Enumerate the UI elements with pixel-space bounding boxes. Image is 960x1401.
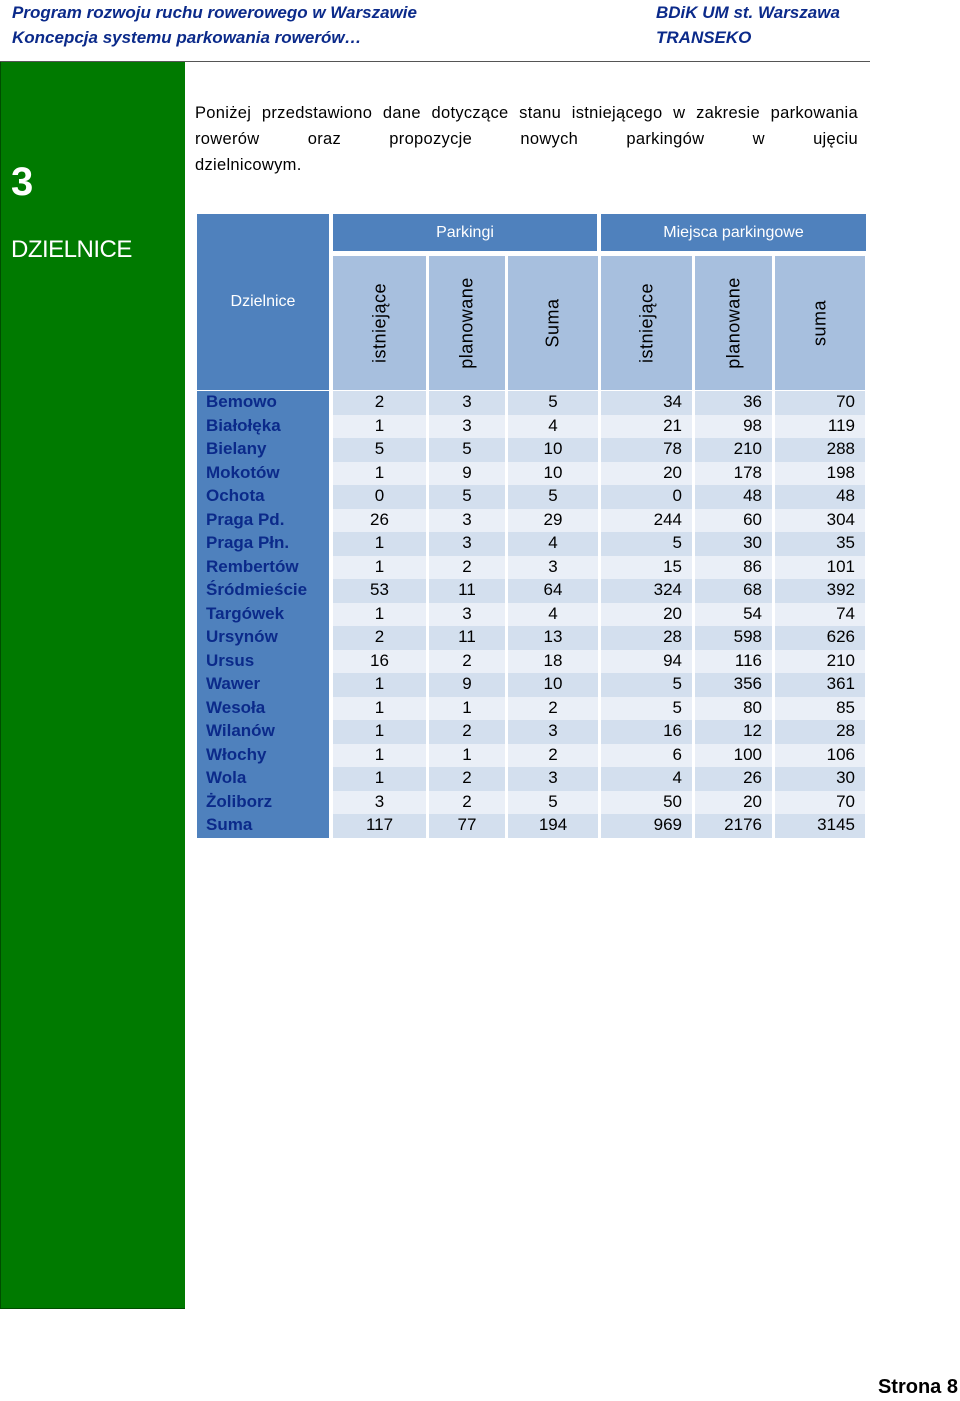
intro-text: Poniżej przedstawiono dane dotyczące stanu istniejącego w zakresie parkowania rowerów oraz propozycje nowych parkingów w ujęciu bbox=[195, 104, 858, 148]
table-cell: 1 bbox=[333, 556, 426, 579]
column-header-districts: Dzielnice bbox=[197, 214, 329, 390]
table-cell: 3 bbox=[508, 556, 598, 579]
table-cell: 3 bbox=[429, 391, 505, 415]
table-cell: 0 bbox=[601, 485, 692, 509]
table-cell: 3 bbox=[333, 791, 426, 814]
row-label-district: Wesoła bbox=[197, 697, 329, 720]
column-header-parkings-1 bbox=[429, 256, 505, 390]
table-cell: 20 bbox=[601, 462, 692, 485]
table-cell: 34 bbox=[601, 391, 692, 415]
table-cell: 4 bbox=[601, 767, 692, 791]
table-cell: 1 bbox=[333, 697, 426, 720]
column-header-label: suma bbox=[809, 299, 830, 347]
table-cell: 3 bbox=[429, 603, 505, 626]
table-cell: 324 bbox=[601, 579, 692, 603]
row-label-district: Wilanów bbox=[197, 720, 329, 744]
table-cell: 5 bbox=[429, 438, 505, 462]
header-client: BDiK UM st. Warszawa bbox=[656, 3, 840, 22]
row-label-district: Białołęka bbox=[197, 415, 329, 438]
table-cell: 10 bbox=[508, 462, 598, 485]
table-cell: 304 bbox=[775, 509, 865, 532]
table-cell: 244 bbox=[601, 509, 692, 532]
table-cell: 116 bbox=[695, 650, 772, 673]
table-cell: 70 bbox=[775, 791, 865, 814]
table-cell: 85 bbox=[775, 697, 865, 720]
table-cell: 194 bbox=[508, 814, 598, 838]
table-cell: 48 bbox=[775, 485, 865, 509]
table-cell: 20 bbox=[695, 791, 772, 814]
header-concept-title: Koncepcja systemu parkowania rowerów… bbox=[12, 28, 362, 47]
table-cell: 1 bbox=[333, 673, 426, 697]
column-header-spaces-3 bbox=[601, 256, 692, 390]
table-cell: 98 bbox=[695, 415, 772, 438]
table-cell: 3 bbox=[429, 415, 505, 438]
table-cell: 2 bbox=[508, 697, 598, 720]
table-cell: 3 bbox=[429, 509, 505, 532]
table-cell: 64 bbox=[508, 579, 598, 603]
table-cell: 6 bbox=[601, 744, 692, 767]
table-cell: 100 bbox=[695, 744, 772, 767]
table-cell: 210 bbox=[695, 438, 772, 462]
table-cell: 94 bbox=[601, 650, 692, 673]
table-cell: 9 bbox=[429, 462, 505, 485]
table-cell: 28 bbox=[775, 720, 865, 744]
table-cell: 16 bbox=[601, 720, 692, 744]
table-cell: 5 bbox=[601, 532, 692, 556]
table-cell: 68 bbox=[695, 579, 772, 603]
table-cell: 29 bbox=[508, 509, 598, 532]
table-cell: 60 bbox=[695, 509, 772, 532]
row-label-district: Suma bbox=[197, 814, 329, 838]
table-cell: 13 bbox=[508, 626, 598, 650]
row-label-district: Żoliborz bbox=[197, 791, 329, 814]
table-cell: 18 bbox=[508, 650, 598, 673]
table-cell: 4 bbox=[508, 532, 598, 556]
table-cell: 26 bbox=[333, 509, 426, 532]
header-program-title: Program rozwoju ruchu rowerowego w Warszawie bbox=[12, 3, 417, 22]
column-header-parkings-2 bbox=[508, 256, 598, 390]
table-cell: 361 bbox=[775, 673, 865, 697]
table-cell: 2 bbox=[429, 720, 505, 744]
table-cell: 11 bbox=[429, 579, 505, 603]
table-cell: 178 bbox=[695, 462, 772, 485]
document-header-left bbox=[12, 0, 417, 50]
table-cell: 356 bbox=[695, 673, 772, 697]
row-label-district: Ursynów bbox=[197, 626, 329, 650]
table-cell: 77 bbox=[429, 814, 505, 838]
table-cell: 198 bbox=[775, 462, 865, 485]
column-group-parkings: Parkingi bbox=[333, 214, 597, 251]
table-cell: 2 bbox=[429, 650, 505, 673]
table-cell: 1 bbox=[333, 744, 426, 767]
row-label-district: Włochy bbox=[197, 744, 329, 767]
table-cell: 1 bbox=[333, 415, 426, 438]
column-header-spaces-5 bbox=[775, 256, 865, 390]
row-label-district: Praga Pd. bbox=[197, 509, 329, 532]
table-cell: 26 bbox=[695, 767, 772, 791]
table-cell: 5 bbox=[508, 391, 598, 415]
table-cell: 5 bbox=[333, 438, 426, 462]
table-cell: 21 bbox=[601, 415, 692, 438]
table-cell: 119 bbox=[775, 415, 865, 438]
table-cell: 5 bbox=[508, 485, 598, 509]
table-cell: 2 bbox=[333, 626, 426, 650]
column-header-spaces-4 bbox=[695, 256, 772, 390]
page-number: Strona 8 bbox=[877, 1376, 958, 1398]
table-cell: 12 bbox=[695, 720, 772, 744]
table-cell: 117 bbox=[333, 814, 426, 838]
table-cell: 5 bbox=[429, 485, 505, 509]
column-header-label: planowane bbox=[723, 277, 743, 369]
table-cell: 54 bbox=[695, 603, 772, 626]
column-header-label: istniejące bbox=[369, 282, 389, 364]
table-cell: 598 bbox=[695, 626, 772, 650]
table-cell: 210 bbox=[775, 650, 865, 673]
table-cell: 288 bbox=[775, 438, 865, 462]
table-cell: 4 bbox=[508, 415, 598, 438]
table-cell: 78 bbox=[601, 438, 692, 462]
table-cell: 30 bbox=[775, 767, 865, 791]
column-header-label: istniejące bbox=[636, 282, 656, 364]
row-label-district: Rembertów bbox=[197, 556, 329, 579]
table-cell: 2 bbox=[429, 767, 505, 791]
intro-paragraph bbox=[195, 100, 858, 152]
table-cell: 969 bbox=[601, 814, 692, 838]
table-cell: 2 bbox=[508, 744, 598, 767]
table-cell: 35 bbox=[775, 532, 865, 556]
row-label-district: Ochota bbox=[197, 485, 329, 509]
chapter-number: 3 bbox=[11, 160, 34, 204]
table-cell: 5 bbox=[601, 673, 692, 697]
column-header-parkings-0 bbox=[333, 256, 426, 390]
chapter-title: DZIELNICE bbox=[11, 236, 132, 263]
row-label-district: Wola bbox=[197, 767, 329, 791]
table-cell: 70 bbox=[775, 391, 865, 415]
table-cell: 30 bbox=[695, 532, 772, 556]
table-cell: 3145 bbox=[775, 814, 865, 838]
table-cell: 1 bbox=[333, 603, 426, 626]
table-cell: 101 bbox=[775, 556, 865, 579]
table-cell: 2176 bbox=[695, 814, 772, 838]
table-cell: 1 bbox=[333, 462, 426, 485]
table-cell: 15 bbox=[601, 556, 692, 579]
document-header-right bbox=[656, 0, 840, 50]
table-cell: 3 bbox=[508, 720, 598, 744]
table-cell: 626 bbox=[775, 626, 865, 650]
table-cell: 9 bbox=[429, 673, 505, 697]
column-header-label: Suma bbox=[542, 298, 563, 348]
table-cell: 0 bbox=[333, 485, 426, 509]
row-label-district: Praga Płn. bbox=[197, 532, 329, 556]
table-cell: 392 bbox=[775, 579, 865, 603]
table-cell: 74 bbox=[775, 603, 865, 626]
row-label-district: Targówek bbox=[197, 603, 329, 626]
table-cell: 4 bbox=[508, 603, 598, 626]
intro-paragraph-end: dzielnicowym. bbox=[195, 156, 302, 174]
table-cell: 53 bbox=[333, 579, 426, 603]
row-label-district: Mokotów bbox=[197, 462, 329, 485]
table-cell: 1 bbox=[333, 720, 426, 744]
table-cell: 36 bbox=[695, 391, 772, 415]
table-cell: 5 bbox=[601, 697, 692, 720]
table-cell: 3 bbox=[508, 767, 598, 791]
row-label-district: Bemowo bbox=[197, 391, 329, 415]
table-cell: 10 bbox=[508, 673, 598, 697]
column-group-parking-spaces: Miejsca parkingowe bbox=[601, 214, 866, 251]
table-cell: 86 bbox=[695, 556, 772, 579]
column-header-label: planowane bbox=[456, 277, 477, 369]
row-label-district: Ursus bbox=[197, 650, 329, 673]
table-cell: 1 bbox=[333, 767, 426, 791]
table-cell: 10 bbox=[508, 438, 598, 462]
table-cell: 20 bbox=[601, 603, 692, 626]
row-label-district: Śródmieście bbox=[197, 579, 329, 603]
table-cell: 3 bbox=[429, 532, 505, 556]
table-cell: 5 bbox=[508, 791, 598, 814]
table-cell: 50 bbox=[601, 791, 692, 814]
table-cell: 80 bbox=[695, 697, 772, 720]
table-cell: 2 bbox=[429, 556, 505, 579]
table-cell: 28 bbox=[601, 626, 692, 650]
table-cell: 106 bbox=[775, 744, 865, 767]
table-cell: 2 bbox=[333, 391, 426, 415]
table-cell: 48 bbox=[695, 485, 772, 509]
table-cell: 11 bbox=[429, 626, 505, 650]
table-cell: 1 bbox=[429, 744, 505, 767]
row-label-district: Bielany bbox=[197, 438, 329, 462]
table-cell: 2 bbox=[429, 791, 505, 814]
header-author: TRANSEKO bbox=[656, 28, 752, 47]
table-cell: 1 bbox=[429, 697, 505, 720]
table-cell: 1 bbox=[333, 532, 426, 556]
row-label-district: Wawer bbox=[197, 673, 329, 697]
table-cell: 16 bbox=[333, 650, 426, 673]
